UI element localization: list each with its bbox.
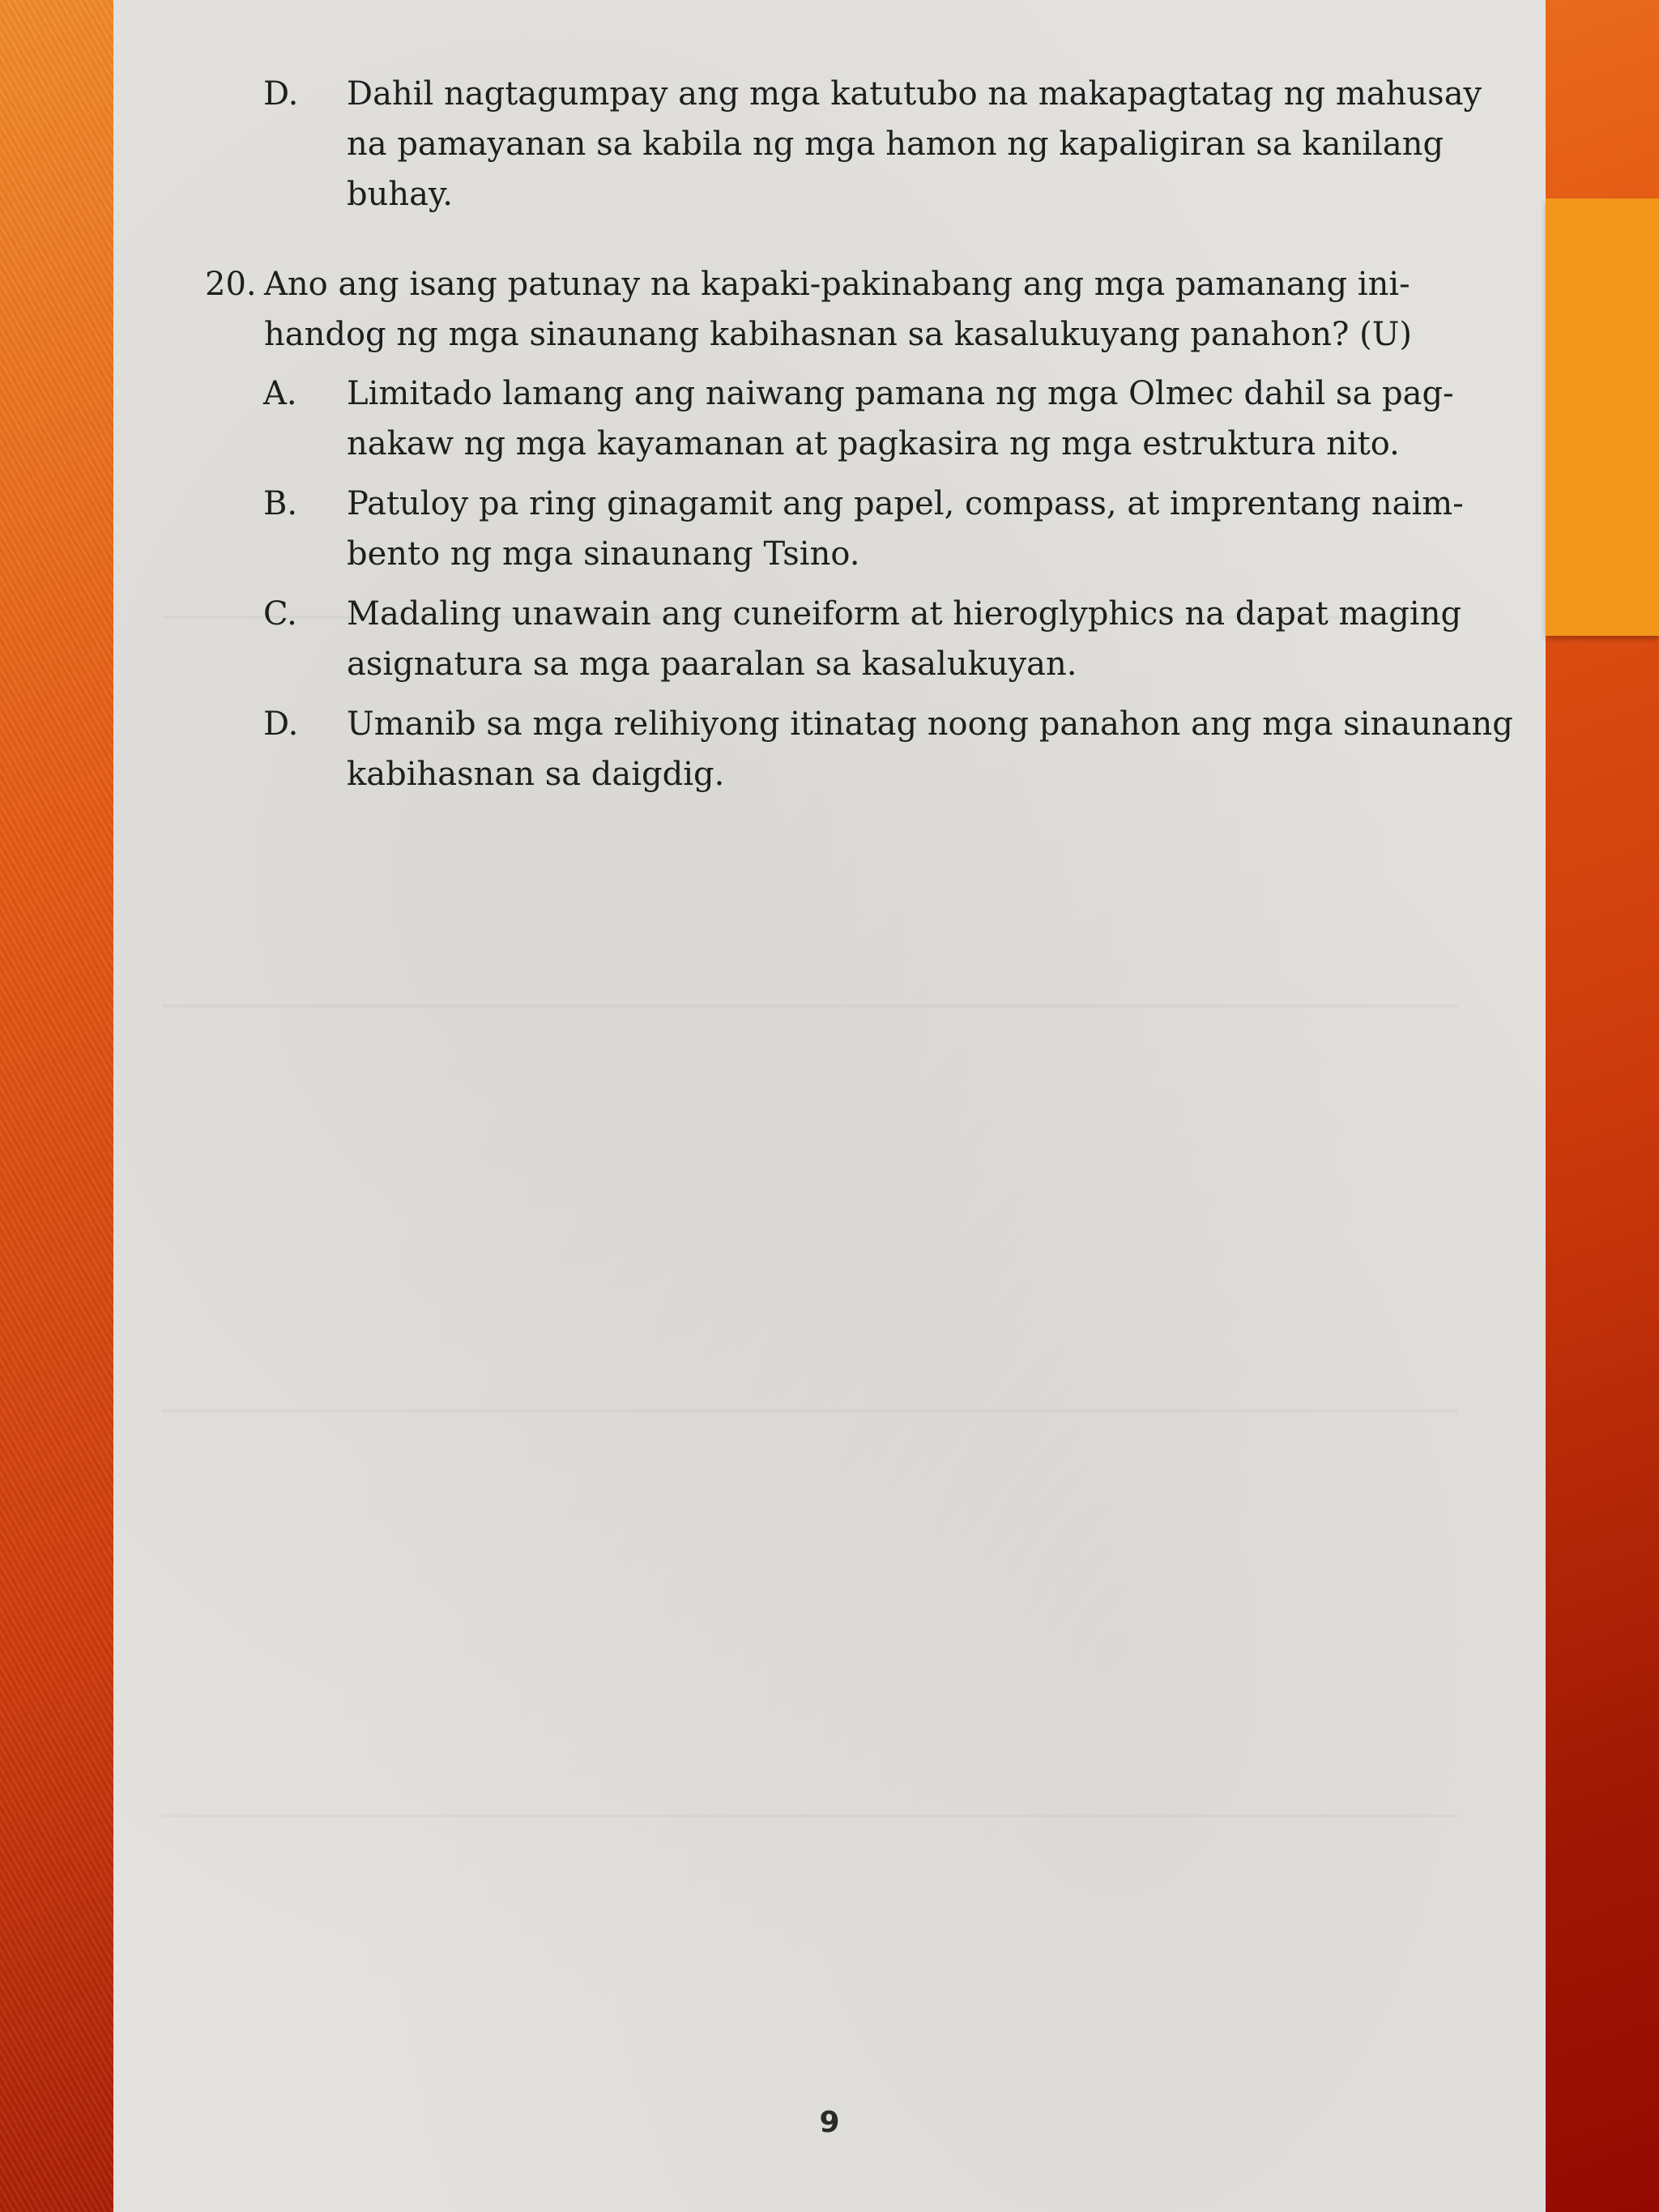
question-number: 20. bbox=[205, 266, 257, 303]
option-letter: D. bbox=[263, 705, 299, 743]
question-text-line: Ano ang isang patunay na kapaki-pakinabang ang mga pamanang ini- bbox=[264, 266, 1410, 303]
orange-accent-block bbox=[1546, 198, 1659, 636]
option-text-line: nakaw ng mga kayamanan at pagkasira ng mga estruktura nito. bbox=[347, 425, 1400, 462]
option-text-line: asignatura sa mga paaralan sa kasalukuyan. bbox=[347, 646, 1077, 683]
option-letter: B. bbox=[263, 485, 298, 522]
option-letter: A. bbox=[263, 375, 297, 412]
document-page bbox=[113, 0, 1546, 2212]
bleed-through-line bbox=[162, 1409, 1458, 1413]
option-text-line: Madaling unawain ang cuneiform at hieroglyphics na dapat maging bbox=[347, 595, 1462, 633]
option-text-line: na pamayanan sa kabila ng mga hamon ng kapaligiran sa kanilang bbox=[347, 126, 1444, 163]
option-text-line: Patuloy pa ring ginagamit ang papel, compass, at imprentang naim- bbox=[347, 485, 1464, 522]
option-text-line: Dahil nagtagumpay ang mga katutubo na makapagtatag ng mahusay bbox=[347, 75, 1482, 113]
option-letter: C. bbox=[263, 595, 297, 633]
bleed-through-line bbox=[162, 1814, 1458, 1818]
option-text-line: buhay. bbox=[347, 176, 453, 213]
option-letter: D. bbox=[263, 75, 299, 113]
bleed-through-line bbox=[162, 1004, 1458, 1008]
option-text-line: kabihasnan sa daigdig. bbox=[347, 756, 725, 793]
option-text-line: Umanib sa mga relihiyong itinatag noong panahon ang mga sinaunang bbox=[347, 705, 1513, 743]
page-number: 9 bbox=[819, 2106, 840, 2139]
left-stripe-decoration bbox=[0, 0, 113, 2212]
question-text-line: handog ng mga sinaunang kabihasnan sa kasalukuyang panahon? (U) bbox=[264, 316, 1413, 353]
option-text-line: bento ng mga sinaunang Tsino. bbox=[347, 535, 860, 573]
option-text-line: Limitado lamang ang naiwang pamana ng mga Olmec dahil sa pag- bbox=[347, 375, 1454, 412]
